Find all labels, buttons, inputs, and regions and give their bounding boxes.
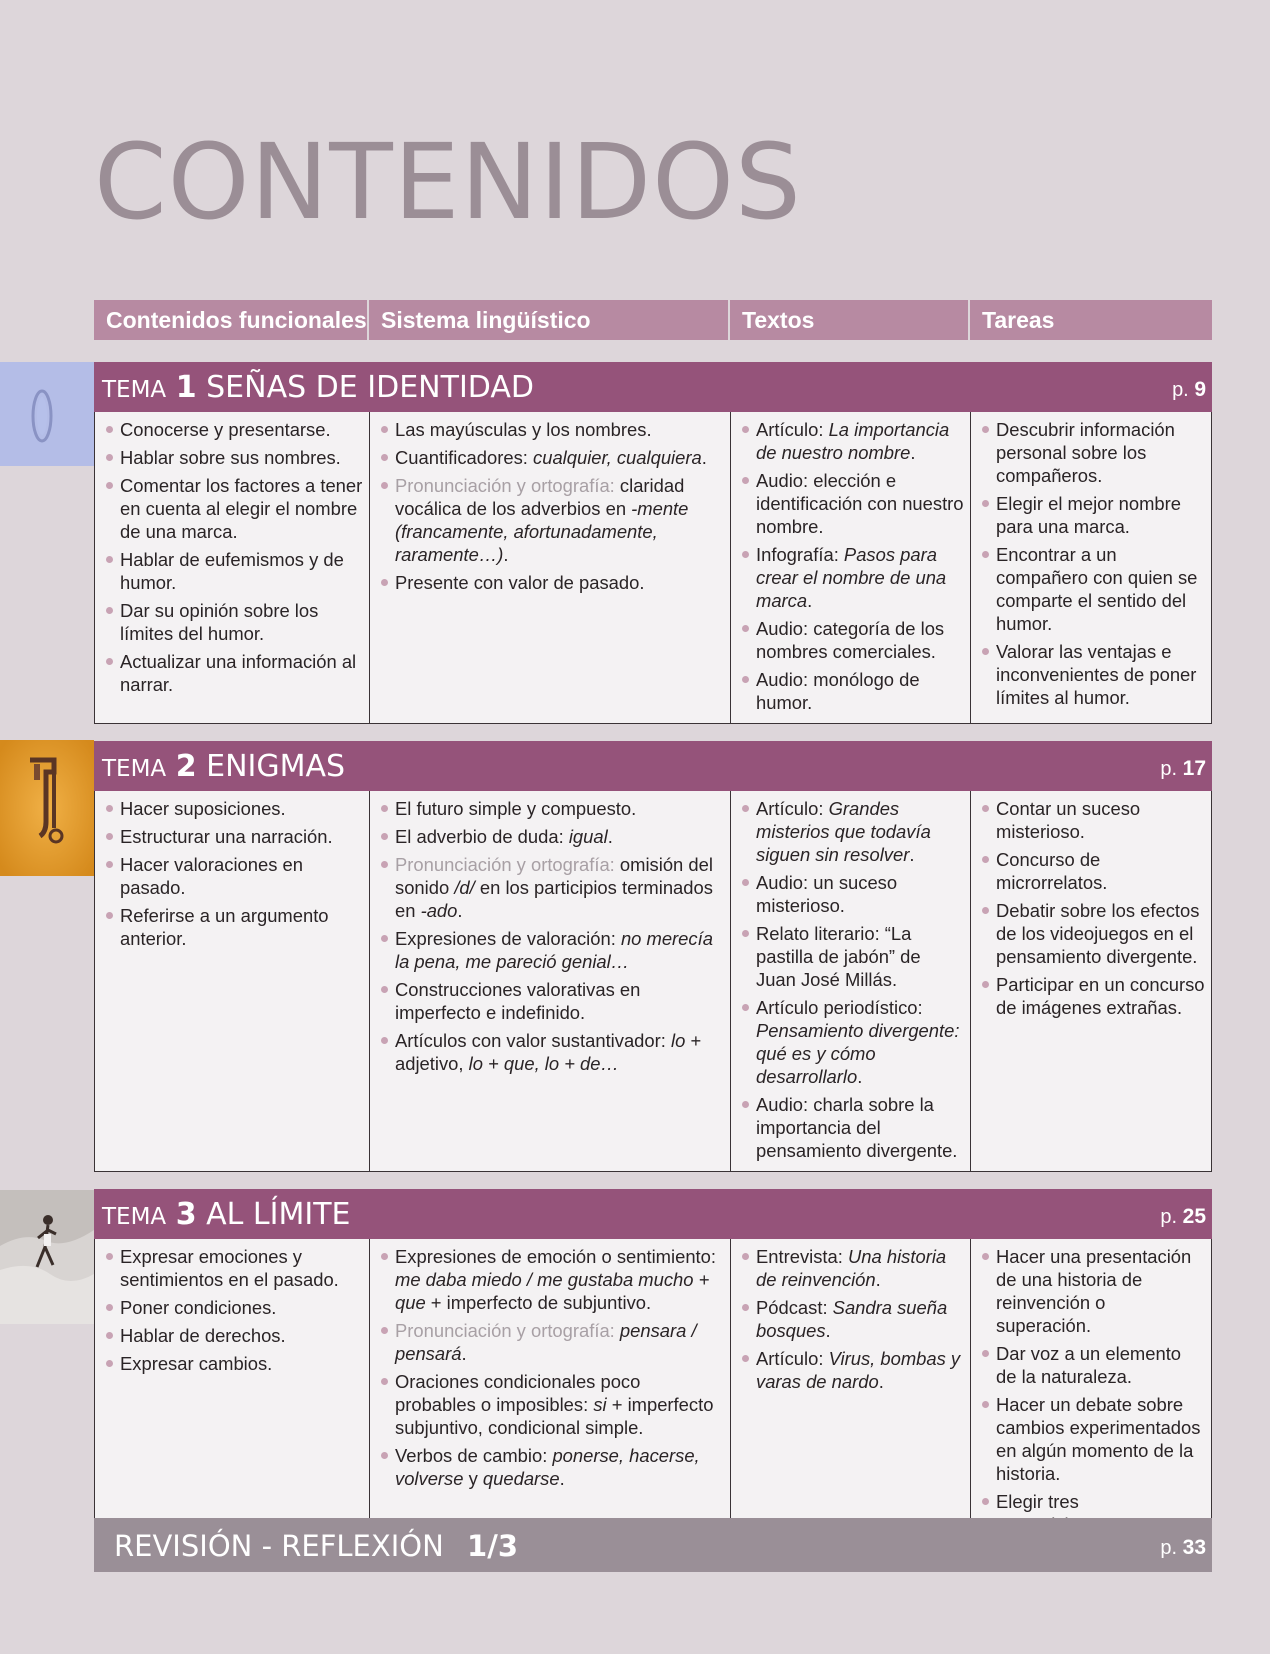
- list-item: Hacer suposiciones.: [105, 797, 363, 820]
- tema-1-header: [94, 362, 1212, 412]
- tema-3-title: AL LÍMITE: [206, 1197, 351, 1232]
- list-item: Hablar de eufemismos y de humor.: [105, 548, 363, 594]
- list-item: Construcciones valorativas en imperfecto e indefinido.: [380, 978, 724, 1024]
- tema-1-funcionales-cell: [95, 412, 370, 723]
- tema-2-header: [94, 741, 1212, 791]
- list-item: Hablar sobre sus nombres.: [105, 446, 363, 469]
- tema-2-linguistico-cell: [370, 791, 731, 1171]
- list-item: Poner condiciones.: [105, 1296, 363, 1319]
- tema-3-body: [94, 1239, 1212, 1546]
- list-item: Infografía: Pasos para crear el nombre de una marca.: [741, 543, 964, 612]
- tema-1-page-prefix: p.: [1172, 379, 1189, 401]
- list-item: Elegir el mejor nombre para una marca.: [981, 492, 1205, 538]
- tema-2-funcionales-cell: [95, 791, 370, 1171]
- tema-3-page-number: 25: [1182, 1205, 1206, 1228]
- list-item: Expresar emociones y sentimientos en el pasado.: [105, 1245, 363, 1291]
- tema-1-tareas-cell: [971, 412, 1211, 723]
- revision-page-prefix: p.: [1160, 1537, 1178, 1559]
- list-item: Artículos con valor sustantivador: lo + adjetivo, lo + que, lo + de…: [380, 1029, 724, 1075]
- tema-1-page-ref: [1172, 362, 1206, 418]
- list-item: Cuantificadores: cualquier, cualquiera.: [380, 446, 724, 469]
- revision-page-number: 33: [1182, 1536, 1206, 1559]
- list-item: Valorar las ventajas e inconvenientes de poner límites al humor.: [981, 640, 1205, 709]
- revision-page-ref: [1160, 1518, 1206, 1578]
- list-item: Audio: elección e identificación con nuestro nombre.: [741, 469, 964, 538]
- list-item: Pronunciación y ortografía: claridad vocálica de los adverbios en -mente (francamente, afortunadamente, raramente…).: [380, 474, 724, 566]
- column-header-funcionales: Contenidos funcionales: [94, 300, 369, 340]
- list-item: Pronunciación y ortografía: pensara / pensará.: [380, 1319, 724, 1365]
- revision-number: 1/3: [467, 1529, 518, 1563]
- tema-2-page-number: 17: [1182, 757, 1206, 780]
- tema-3-thumbnail-image: [0, 1190, 94, 1324]
- tema-3-section: [94, 1189, 1212, 1546]
- tema-3-funcionales-cell: [95, 1239, 370, 1545]
- column-header-textos: Textos: [730, 300, 970, 340]
- tema-3-number: 3: [175, 1197, 197, 1232]
- tema-3-tareas-cell: [971, 1239, 1211, 1545]
- list-item: Audio: monólogo de humor.: [741, 668, 964, 714]
- tema-1-body: [94, 412, 1212, 724]
- list-item: Expresiones de emoción o sentimiento: me daba miedo / me gustaba mucho + que + imperfecto de subjuntivo.: [380, 1245, 724, 1314]
- list-item: Audio: categoría de los nombres comerciales.: [741, 617, 964, 663]
- list-item: Contar un suceso misterioso.: [981, 797, 1205, 843]
- tema-2-page-prefix: p.: [1160, 758, 1178, 780]
- page-title: CONTENIDOS: [94, 121, 802, 243]
- list-item: Las mayúsculas y los nombres.: [380, 418, 724, 441]
- list-item: Hacer una presentación de una historia de reinvención o superación.: [981, 1245, 1205, 1337]
- list-item: Artículo: Virus, bombas y varas de nardo.: [741, 1347, 964, 1393]
- list-item: Artículo: Grandes misterios que todavía siguen sin resolver.: [741, 797, 964, 866]
- list-item: Audio: charla sobre la importancia del pensamiento divergente.: [741, 1093, 964, 1162]
- tema-3-linguistico-cell: [370, 1239, 731, 1545]
- list-item: Participar en un concurso de imágenes extrañas.: [981, 973, 1205, 1019]
- column-header-tareas: Tareas: [970, 300, 1212, 340]
- tema-1-page-number: 9: [1194, 378, 1206, 401]
- tema-2-word: TEMA: [102, 756, 167, 782]
- tema-3-textos-cell: [731, 1239, 971, 1545]
- tema-2-section: [94, 741, 1212, 1172]
- tema-1-section: [94, 362, 1212, 724]
- tema-2-tareas-cell: [971, 791, 1211, 1171]
- tema-2-thumbnail-image: [0, 740, 94, 876]
- list-item: Conocerse y presentarse.: [105, 418, 363, 441]
- list-item: Artículo: La importancia de nuestro nombre.: [741, 418, 964, 464]
- tema-2-page-ref: [1160, 741, 1206, 797]
- list-item: Audio: un suceso misterioso.: [741, 871, 964, 917]
- tema-3-word: TEMA: [102, 1204, 167, 1230]
- list-item: Artículo periodístico: Pensamiento divergente: qué es y cómo desarrollarlo.: [741, 996, 964, 1088]
- list-item: Dar voz a un elemento de la naturaleza.: [981, 1342, 1205, 1388]
- list-item: Pronunciación y ortografía: omisión del sonido /d/ en los participios terminados en -ado.: [380, 853, 724, 922]
- list-item: Expresiones de valoración: no merecía la pena, me pareció genial…: [380, 927, 724, 973]
- tema-1-textos-cell: [731, 412, 971, 723]
- list-item: Descubrir información personal sobre los compañeros.: [981, 418, 1205, 487]
- tema-2-title: ENIGMAS: [206, 749, 346, 784]
- revision-bar: [94, 1518, 1212, 1572]
- list-item: Hacer valoraciones en pasado.: [105, 853, 363, 899]
- list-item: Dar su opinión sobre los límites del humor.: [105, 599, 363, 645]
- tema-2-textos-cell: [731, 791, 971, 1171]
- column-header-row: [94, 300, 1212, 340]
- tema-3-header: [94, 1189, 1212, 1239]
- list-item: Verbos de cambio: ponerse, hacerse, volverse y quedarse.: [380, 1444, 724, 1490]
- tema-3-page-prefix: p.: [1160, 1206, 1178, 1228]
- list-item: Comentar los factores a tener en cuenta al elegir el nombre de una marca.: [105, 474, 363, 543]
- list-item: Encontrar a un compañero con quien se comparte el sentido del humor.: [981, 543, 1205, 635]
- list-item: Hablar de derechos.: [105, 1324, 363, 1347]
- tema-2-number: 2: [175, 749, 197, 784]
- tema-1-title: SEÑAS DE IDENTIDAD: [206, 370, 534, 405]
- list-item: Estructurar una narración.: [105, 825, 363, 848]
- tema-3-page-ref: [1160, 1189, 1206, 1245]
- list-item: Presente con valor de pasado.: [380, 571, 724, 594]
- list-item: Pódcast: Sandra sueña bosques.: [741, 1296, 964, 1342]
- tema-1-thumbnail-image: [0, 362, 94, 466]
- list-item: Actualizar una información al narrar.: [105, 650, 363, 696]
- list-item: El adverbio de duda: igual.: [380, 825, 724, 848]
- tema-1-linguistico-cell: [370, 412, 731, 723]
- list-item: El futuro simple y compuesto.: [380, 797, 724, 820]
- column-header-linguistico: Sistema lingüístico: [369, 300, 730, 340]
- tema-1-number: 1: [175, 370, 197, 405]
- list-item: Relato literario: “La pastilla de jabón” de Juan José Millás.: [741, 922, 964, 991]
- list-item: Hacer un debate sobre cambios experimentados en algún momento de la historia.: [981, 1393, 1205, 1485]
- list-item: Expresar cambios.: [105, 1352, 363, 1375]
- list-item: Debatir sobre los efectos de los videojuegos en el pensamiento divergente.: [981, 899, 1205, 968]
- list-item: Referirse a un argumento anterior.: [105, 904, 363, 950]
- tema-1-word: TEMA: [102, 377, 167, 403]
- list-item: Elegir tres: [981, 1490, 1205, 1536]
- tema-2-body: [94, 791, 1212, 1172]
- list-item: Oraciones condicionales poco probables o imposibles: si + imperfecto subjuntivo, condicional simple.: [380, 1370, 724, 1439]
- list-item: Entrevista: Una historia de reinvención.: [741, 1245, 964, 1291]
- revision-title: REVISIÓN - REFLEXIÓN: [114, 1529, 444, 1563]
- list-item: Concurso de microrrelatos.: [981, 848, 1205, 894]
